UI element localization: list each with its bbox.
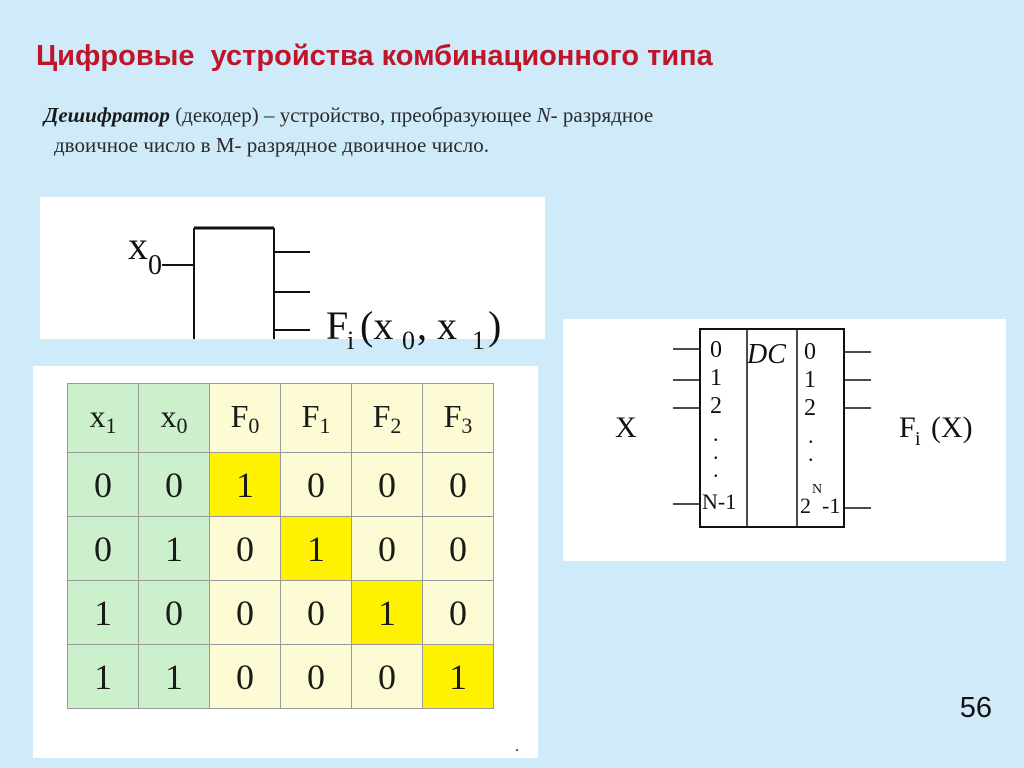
sketch-arg1-sub: 1 xyxy=(472,326,485,355)
header-f0: $F_0$ xyxy=(210,384,281,453)
dc-output-pin-dot: . xyxy=(808,423,814,448)
dc-output-func-sub: i xyxy=(915,428,921,450)
table-cell: 0 xyxy=(210,581,281,645)
table-cell: 1 xyxy=(68,645,139,709)
table-row xyxy=(68,517,494,581)
page-number: 56 xyxy=(959,692,992,724)
sketch-input-label: x xyxy=(128,223,148,268)
table-cell: 0 xyxy=(423,453,494,517)
dc-output-pin-dot: . xyxy=(808,441,814,466)
sketch-output-args: (x xyxy=(360,303,394,348)
definition-text-line2: двоичное число в М- разрядное двоичное число. xyxy=(54,133,489,157)
dc-output-pin-exp: N xyxy=(812,482,823,497)
sketch-output-func: F xyxy=(326,303,349,348)
table-cell: 1 xyxy=(68,581,139,645)
table-row xyxy=(68,581,494,645)
table-row xyxy=(68,453,494,517)
dc-input-pin-dot: . xyxy=(713,457,719,482)
dc-output-pin-minus1: -1 xyxy=(822,493,841,518)
header-x0: $x_0$ xyxy=(139,384,210,453)
dc-diagram-panel xyxy=(563,319,1006,561)
table-cell: 0 xyxy=(139,453,210,517)
truth-table-panel xyxy=(33,366,538,758)
decoder-definition xyxy=(44,100,804,160)
dc-output-pin-1: 1 xyxy=(804,367,816,393)
table-cell: 0 xyxy=(281,453,352,517)
footer-dot: . xyxy=(515,738,519,755)
table-cell-highlight: 1 xyxy=(281,517,352,581)
table-cell: 0 xyxy=(210,645,281,709)
dc-output-func: F xyxy=(899,411,916,444)
dc-input-pin-2: 2 xyxy=(710,393,722,419)
table-cell: 0 xyxy=(423,517,494,581)
definition-text-2: - разрядное xyxy=(550,103,654,127)
sketch-output-func-sub: i xyxy=(347,326,355,355)
dc-input-pin-dot: . xyxy=(713,421,719,446)
table-cell-highlight: 1 xyxy=(423,645,494,709)
table-cell-highlight: 1 xyxy=(210,453,281,517)
table-cell: 0 xyxy=(68,453,139,517)
table-cell: 0 xyxy=(68,517,139,581)
table-cell: 0 xyxy=(210,517,281,581)
sketch-arg-sep: , x xyxy=(417,303,457,348)
definition-text-1: (декодер) – устройство, преобразующее xyxy=(169,103,537,127)
dc-input-label: X xyxy=(615,411,637,444)
dc-diagram xyxy=(563,319,1006,561)
table-cell: 0 xyxy=(281,645,352,709)
table-cell: 1 xyxy=(139,517,210,581)
dc-output-pin-0: 0 xyxy=(804,339,816,365)
table-cell: 0 xyxy=(423,581,494,645)
table-cell: 0 xyxy=(352,517,423,581)
dc-output-args: (X) xyxy=(931,411,973,444)
header-f2: $F_2$ xyxy=(352,384,423,453)
truth-table-header-row xyxy=(68,384,494,453)
header-f1: $F_1$ xyxy=(281,384,352,453)
truth-table xyxy=(67,383,494,709)
sketch-arg-close: ) xyxy=(488,303,502,348)
table-row xyxy=(68,645,494,709)
sketch-input-sub: 0 xyxy=(148,250,162,281)
dc-block-label: DC xyxy=(747,339,786,370)
dc-input-pin-0: 0 xyxy=(710,337,722,363)
table-cell: 0 xyxy=(281,581,352,645)
header-f3: $F_3$ xyxy=(423,384,494,453)
table-cell-highlight: 1 xyxy=(352,581,423,645)
slide-title: Цифровые устройства комбинационного типа xyxy=(36,40,713,72)
decoder-sketch-panel xyxy=(40,197,545,355)
definition-term: Дешифратор xyxy=(44,103,170,127)
dc-output-pin-base: 2 xyxy=(800,493,811,518)
sketch-arg0-sub: 0 xyxy=(402,326,415,355)
table-cell: 0 xyxy=(352,645,423,709)
table-cell: 0 xyxy=(139,581,210,645)
dc-output-pin-2: 2 xyxy=(804,395,816,421)
header-x1: $x_1$ xyxy=(68,384,139,453)
definition-n-var: N xyxy=(536,103,551,127)
dc-input-pin-dot: . xyxy=(713,439,719,464)
dc-input-pin-1: 1 xyxy=(710,365,722,391)
table-cell: 0 xyxy=(352,453,423,517)
dc-input-pin-n-1: N-1 xyxy=(702,489,737,514)
table-cell: 1 xyxy=(139,645,210,709)
decoder-sketch xyxy=(40,197,545,355)
